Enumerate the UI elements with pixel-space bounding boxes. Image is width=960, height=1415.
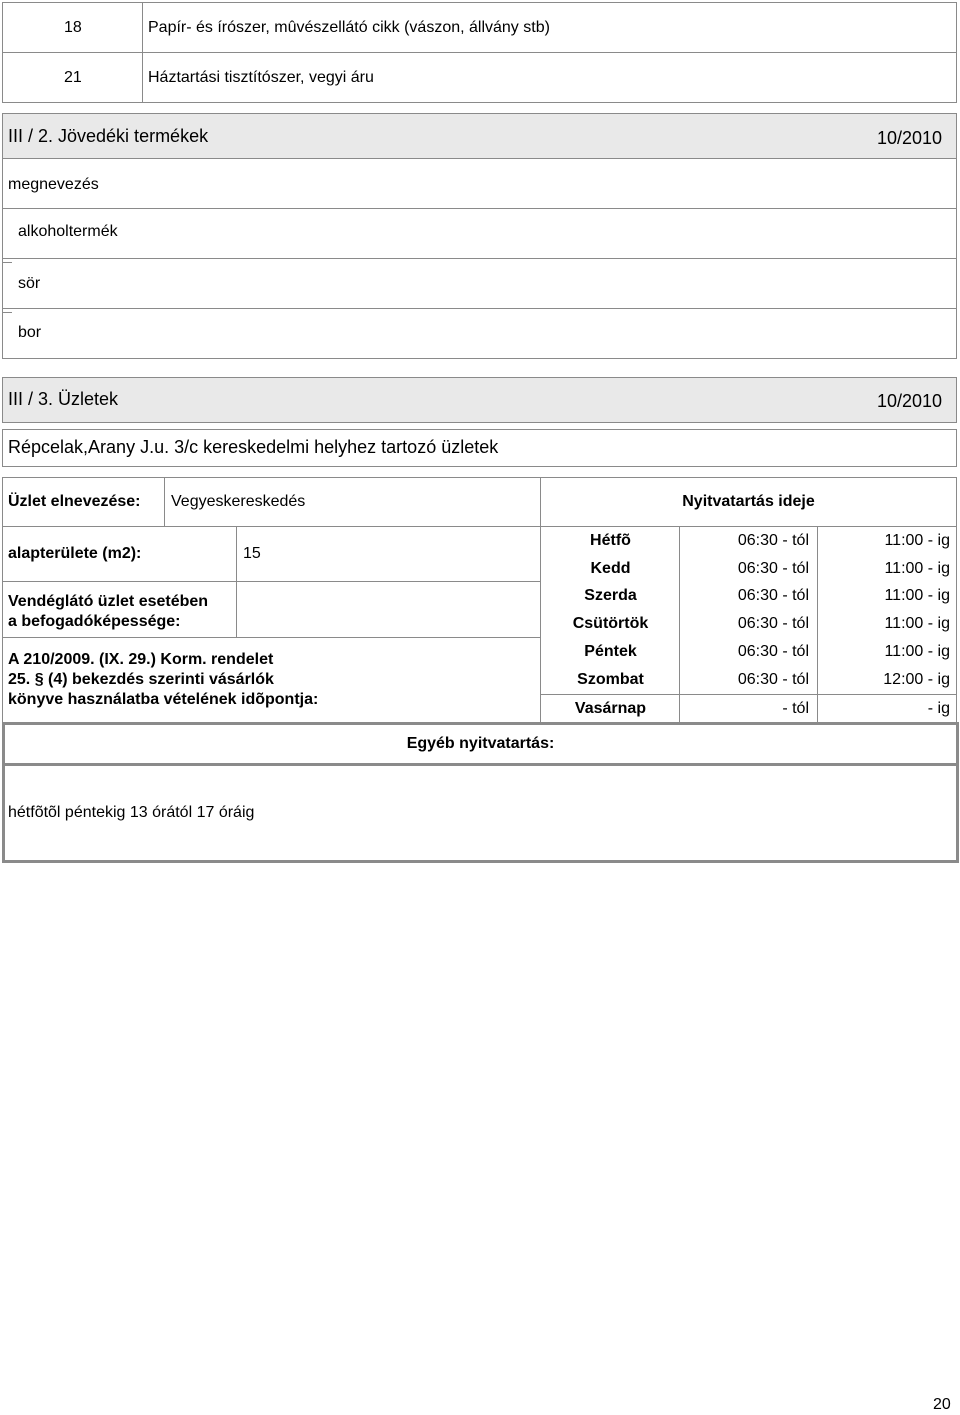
opening-hours-table [540, 526, 957, 723]
opening-hours-row [541, 559, 956, 579]
opening-from: 06:30 - tól [737, 615, 809, 632]
excise-item-row [2, 208, 957, 259]
row-marker [2, 262, 12, 263]
area-value-cell [236, 526, 541, 582]
excise-item-row [2, 258, 957, 309]
shops-section-header [2, 377, 957, 423]
excise-item-row [2, 308, 957, 359]
row-marker [2, 312, 12, 313]
opening-hours-sunday-separator [541, 694, 956, 695]
excise-section-title: III / 2. Jövedéki termékek [8, 126, 209, 146]
other-hours-value: hétfõtõl péntekig 13 órától 17 óráig [8, 804, 255, 821]
opening-day: Hétfõ [590, 532, 631, 549]
opening-header: Nyitvatartás ideje [682, 493, 815, 510]
category-code: 18 [64, 19, 82, 36]
opening-to: 11:00 - ig [884, 560, 950, 577]
excise-column-header-label: megnevezés [8, 176, 99, 193]
opening-day: Vasárnap [574, 700, 647, 717]
excise-item: alkoholtermék [18, 223, 118, 240]
opening-hours-row [541, 642, 956, 662]
excise-item: bor [18, 324, 42, 341]
shops-location: Répcelak,Arany J.u. 3/c kereskedelmi helyhez tartozó üzletek [8, 437, 499, 457]
category-code: 21 [64, 69, 82, 86]
opening-from: 06:30 - tól [737, 643, 809, 660]
capacity-label-line2: a befogadóképessége: [8, 613, 181, 630]
opening-to: - ig [927, 700, 950, 717]
decree-line3: könyve használatba vételének idõpontja: [8, 691, 319, 708]
opening-to: 11:00 - ig [884, 615, 950, 632]
opening-hours-row [541, 670, 956, 690]
opening-hours-row [541, 614, 956, 634]
opening-day: Kedd [590, 560, 631, 577]
opening-day: Szerda [584, 587, 637, 604]
opening-hours-row [541, 586, 956, 606]
shops-section-title: III / 3. Üzletek [8, 389, 119, 409]
capacity-label-line1: Vendéglátó üzlet esetében [8, 593, 209, 610]
opening-to: 12:00 - ig [883, 671, 950, 688]
area-label: alapterülete (m2): [8, 545, 142, 562]
capacity-value-cell [236, 581, 541, 638]
opening-day: Péntek [584, 643, 637, 660]
shops-section-date: 10/2010 [877, 391, 943, 411]
excise-column-header [2, 158, 957, 209]
opening-hours-row [541, 531, 956, 551]
excise-section-date: 10/2010 [877, 128, 943, 148]
opening-to: 11:00 - ig [884, 587, 950, 604]
category-name: Háztartási tisztítószer, vegyi áru [148, 69, 374, 86]
opening-hours-row [541, 699, 956, 719]
opening-to: 11:00 - ig [884, 532, 950, 549]
opening-from: 06:30 - tól [737, 671, 809, 688]
area-value: 15 [243, 545, 261, 562]
decree-line1: A 210/2009. (IX. 29.) Korm. rendelet [8, 651, 274, 668]
opening-from: 06:30 - tól [737, 587, 809, 604]
category-name: Papír- és írószer, mûvészellátó cikk (vászon, állvány stb) [148, 19, 550, 36]
page-number: 20 [933, 1396, 951, 1413]
shop-name-label: Üzlet elnevezése: [8, 493, 141, 510]
opening-day: Csütörtök [572, 615, 649, 632]
excise-item: sör [18, 275, 41, 292]
opening-from: - tól [782, 700, 809, 717]
opening-from: 06:30 - tól [737, 532, 809, 549]
opening-day: Szombat [577, 671, 644, 688]
shop-name-value: Vegyeskereskedés [171, 493, 306, 510]
opening-from: 06:30 - tól [737, 560, 809, 577]
other-hours-label: Egyéb nyitvatartás: [406, 735, 555, 752]
decree-line2: 25. § (4) bekezdés szerinti vásárlók [8, 671, 274, 688]
opening-to: 11:00 - ig [884, 643, 950, 660]
